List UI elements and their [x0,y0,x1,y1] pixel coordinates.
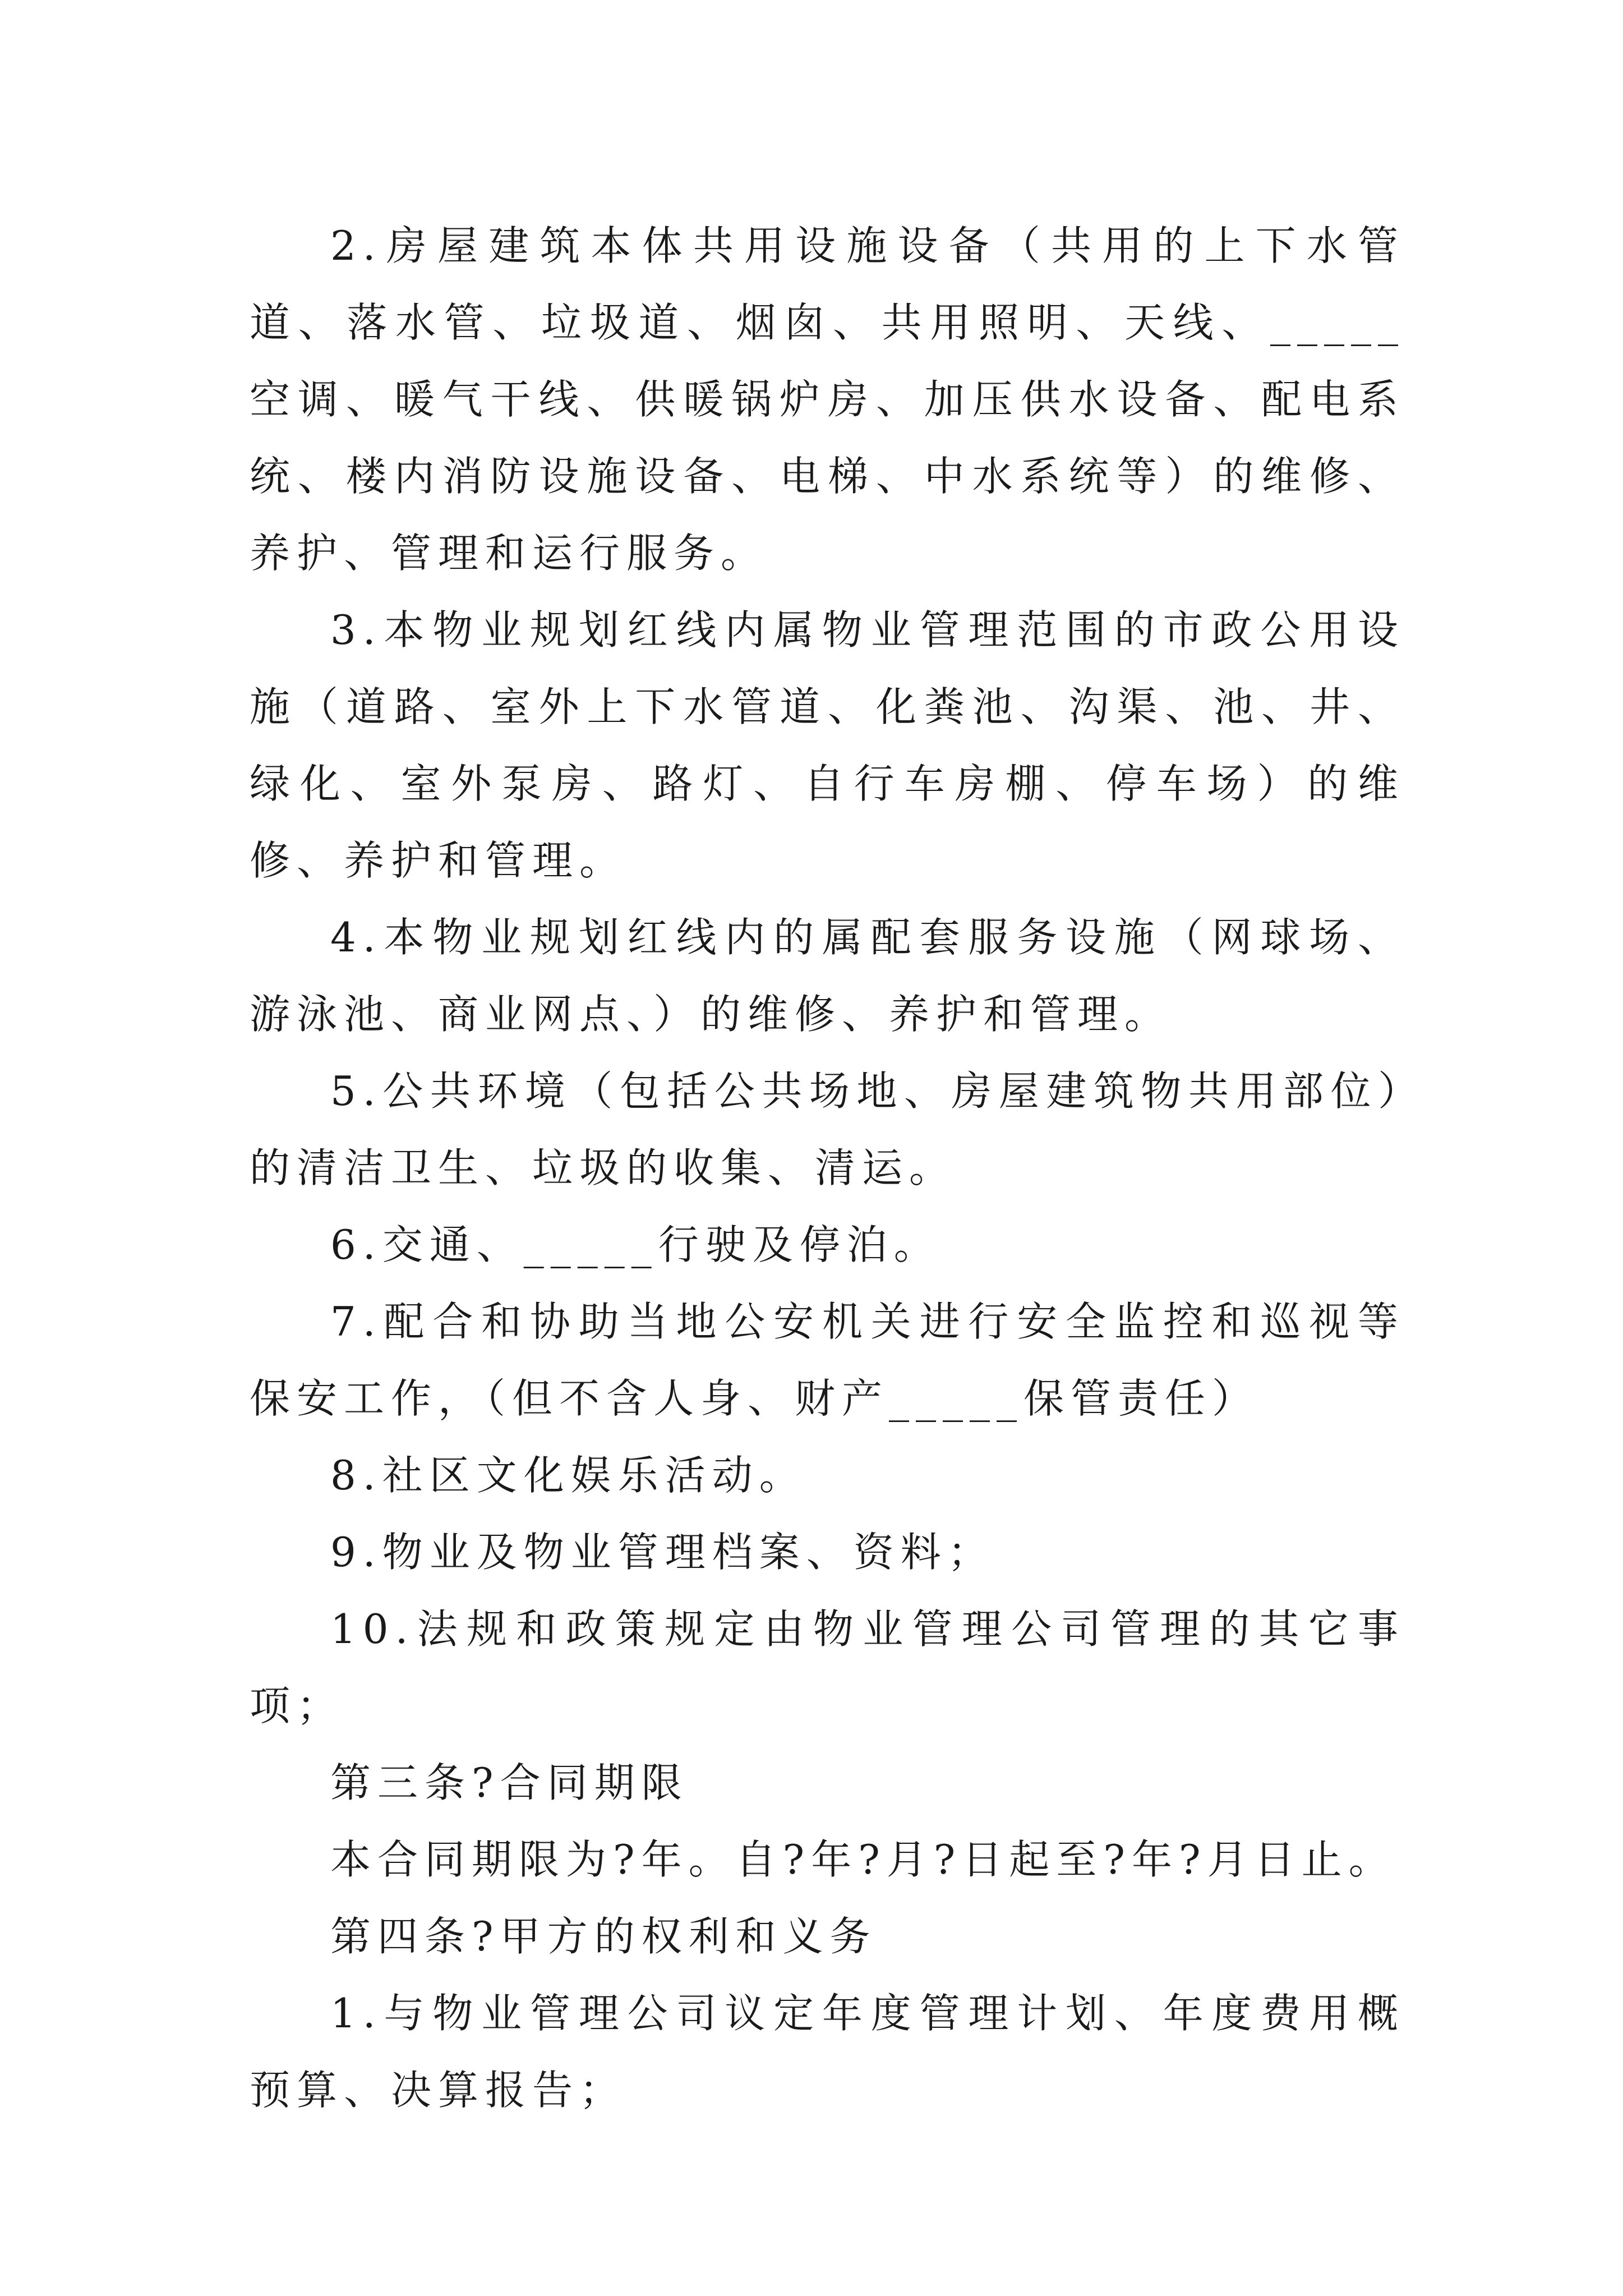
paragraph-item-10: 10.法规和政策规定由物业管理公司管理的其它事项； [250,1605,1405,1729]
contract-term-text: 本合同期限为?年。自?年?月?日起至?年?月日止。 [330,1836,1396,1883]
document-body [250,208,1405,2129]
party-a-right-1: 1.与物业管理公司议定年度管理计划、年度费用概预算、决算报告； [250,1990,1405,2114]
article-4-heading: 第四条?甲方的权利和义务 [330,1913,877,1960]
paragraph-item-2: 2.房屋建筑本体共用设施设备（共用的上下水管道、落水管、垃圾道、烟囱、共用照明、天线、_____空调、暖气干线、供暖锅炉房、加压供水设备、配电系统、楼内消防设施设备、电梯、中水系统等）的维修、养护、管理和运行服务。 [250,222,1405,577]
paragraph-item-3: 3.本物业规划红线内属物业管理范围的市政公用设施（道路、室外上下水管道、化粪池、沟渠、池、井、绿化、室外泵房、路灯、自行车房棚、停车场）的维修、养护和管理。 [250,606,1405,884]
paragraph-item-8: 8.社区文化娱乐活动。 [330,1452,806,1499]
article-3-heading: 第三条?合同期限 [330,1759,689,1806]
paragraph-item-6: 6.交通、_____行驶及停泊。 [330,1221,941,1268]
paragraph-item-4: 4.本物业规划红线内的属配套服务设施（网球场、游泳池、商业网点、）的维修、养护和管理。 [250,914,1405,1038]
paragraph-item-9: 9.物业及物业管理档案、资料； [330,1529,995,1576]
paragraph-item-7: 7.配合和协助当地公安机关进行安全监控和巡视等保安工作，（但不含人身、财产_____保管责任） [250,1298,1405,1422]
paragraph-item-5: 5.公共环境（包括公共场地、房屋建筑物共用部位）的清洁卫生、垃圾的收集、清运。 [250,1068,1405,1191]
